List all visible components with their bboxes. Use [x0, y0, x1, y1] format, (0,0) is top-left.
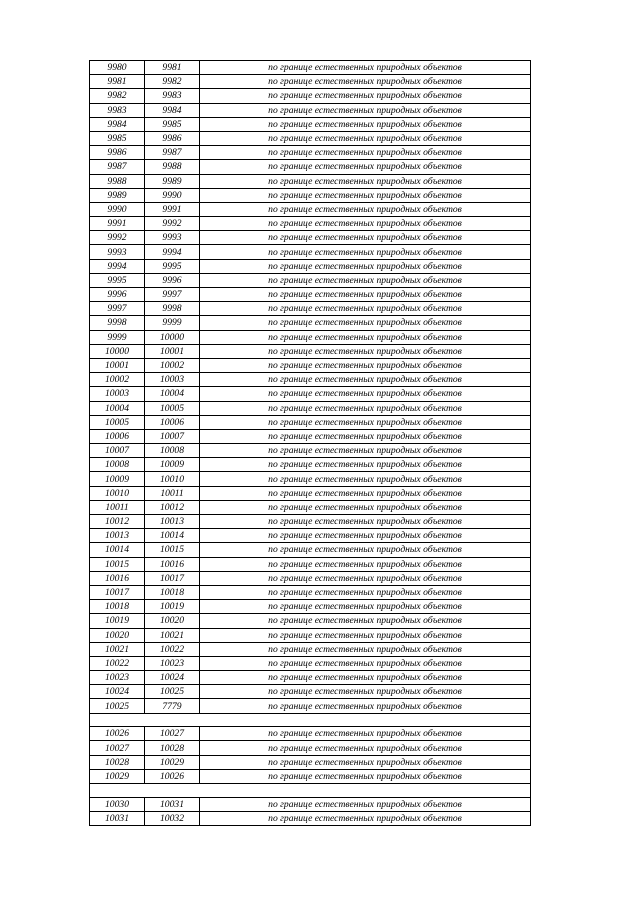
boundary-description-cell: по границе естественных природных объектов	[200, 429, 531, 443]
boundary-description-cell: по границе естественных природных объектов	[200, 486, 531, 500]
table-row	[90, 769, 531, 783]
table-row	[90, 401, 531, 415]
boundary-description-cell: по границе естественных природных объектов	[200, 585, 531, 599]
table-row	[90, 727, 531, 741]
to-point-cell: 10012	[145, 500, 200, 514]
from-point-cell: 10007	[90, 444, 145, 458]
table-row	[90, 571, 531, 585]
boundary-table-body	[90, 61, 531, 826]
boundary-description-cell: по границе естественных природных объектов	[200, 344, 531, 358]
to-point-cell: 10029	[145, 755, 200, 769]
from-point-cell: 10002	[90, 373, 145, 387]
from-point-cell: 10001	[90, 358, 145, 372]
boundary-description-cell: по границе естественных природных объектов	[200, 797, 531, 811]
to-point-cell: 10007	[145, 429, 200, 443]
to-point-cell: 10008	[145, 444, 200, 458]
table-row	[90, 75, 531, 89]
to-point-cell: 10026	[145, 769, 200, 783]
boundary-description-cell: по границе естественных природных объектов	[200, 75, 531, 89]
boundary-description-cell: по границе естественных природных объектов	[200, 458, 531, 472]
table-row	[90, 600, 531, 614]
boundary-description-cell: по границе естественных природных объектов	[200, 472, 531, 486]
table-row	[90, 543, 531, 557]
to-point-cell: 9988	[145, 160, 200, 174]
table-row	[90, 429, 531, 443]
from-point-cell: 10030	[90, 797, 145, 811]
from-point-cell: 9998	[90, 316, 145, 330]
table-row	[90, 288, 531, 302]
to-point-cell: 10006	[145, 415, 200, 429]
table-row	[90, 259, 531, 273]
to-point-cell: 9992	[145, 217, 200, 231]
boundary-description-cell: по границе естественных природных объектов	[200, 656, 531, 670]
to-point-cell: 10001	[145, 344, 200, 358]
to-point-cell: 9997	[145, 288, 200, 302]
boundary-description-cell: по границе естественных природных объектов	[200, 259, 531, 273]
table-row	[90, 741, 531, 755]
from-point-cell: 9996	[90, 288, 145, 302]
to-point-cell: 10013	[145, 515, 200, 529]
boundary-description-cell: по границе естественных природных объектов	[200, 174, 531, 188]
to-point-cell: 9989	[145, 174, 200, 188]
to-point-cell: 10002	[145, 358, 200, 372]
table-row	[90, 131, 531, 145]
to-point-cell: 10028	[145, 741, 200, 755]
to-point-cell: 10010	[145, 472, 200, 486]
to-point-cell: 10005	[145, 401, 200, 415]
to-point-cell: 10009	[145, 458, 200, 472]
table-row	[90, 316, 531, 330]
boundary-description-cell: по границе естественных природных объектов	[200, 245, 531, 259]
to-point-cell: 10019	[145, 600, 200, 614]
from-point-cell: 9997	[90, 302, 145, 316]
boundary-description-cell: по границе естественных природных объектов	[200, 557, 531, 571]
boundary-description-cell: по границе естественных природных объектов	[200, 117, 531, 131]
boundary-description-cell: по границе естественных природных объектов	[200, 614, 531, 628]
to-point-cell: 9981	[145, 61, 200, 75]
from-point-cell: 9984	[90, 117, 145, 131]
boundary-description-cell: по границе естественных природных объектов	[200, 89, 531, 103]
boundary-description-cell: по границе естественных природных объектов	[200, 103, 531, 117]
table-row	[90, 642, 531, 656]
table-row	[90, 628, 531, 642]
table-row	[90, 755, 531, 769]
from-point-cell: 9994	[90, 259, 145, 273]
boundary-description-cell: по границе естественных природных объектов	[200, 642, 531, 656]
to-point-cell: 10024	[145, 671, 200, 685]
boundary-description-cell: по границе естественных природных объектов	[200, 727, 531, 741]
from-point-cell: 10021	[90, 642, 145, 656]
to-point-cell: 9983	[145, 89, 200, 103]
table-row	[90, 671, 531, 685]
from-point-cell: 10014	[90, 543, 145, 557]
table-row	[90, 146, 531, 160]
from-point-cell: 10031	[90, 811, 145, 825]
to-point-cell: 10011	[145, 486, 200, 500]
to-point-cell: 10004	[145, 387, 200, 401]
group-separator-cell	[90, 713, 531, 727]
to-point-cell: 10027	[145, 727, 200, 741]
from-point-cell: 10019	[90, 614, 145, 628]
to-point-cell: 10021	[145, 628, 200, 642]
table-row	[90, 515, 531, 529]
to-point-cell: 9996	[145, 273, 200, 287]
boundary-description-cell: по границе естественных природных объектов	[200, 755, 531, 769]
boundary-description-cell: по границе естественных природных объектов	[200, 529, 531, 543]
from-point-cell: 9995	[90, 273, 145, 287]
boundary-description-cell: по границе естественных природных объектов	[200, 415, 531, 429]
to-point-cell: 9998	[145, 302, 200, 316]
boundary-description-cell: по границе естественных природных объектов	[200, 600, 531, 614]
table-row	[90, 458, 531, 472]
group-separator-row	[90, 783, 531, 797]
to-point-cell: 10017	[145, 571, 200, 585]
group-separator-cell	[90, 783, 531, 797]
table-row	[90, 557, 531, 571]
from-point-cell: 9983	[90, 103, 145, 117]
table-row	[90, 358, 531, 372]
from-point-cell: 9982	[90, 89, 145, 103]
boundary-description-cell: по границе естественных природных объектов	[200, 316, 531, 330]
boundary-description-cell: по границе естественных природных объектов	[200, 699, 531, 713]
from-point-cell: 10016	[90, 571, 145, 585]
to-point-cell: 9994	[145, 245, 200, 259]
to-point-cell: 9993	[145, 231, 200, 245]
boundary-description-cell: по границе естественных природных объектов	[200, 160, 531, 174]
from-point-cell: 9981	[90, 75, 145, 89]
to-point-cell: 9987	[145, 146, 200, 160]
from-point-cell: 10029	[90, 769, 145, 783]
table-row	[90, 415, 531, 429]
table-row	[90, 302, 531, 316]
boundary-description-cell: по границе естественных природных объектов	[200, 515, 531, 529]
boundary-description-cell: по границе естественных природных объектов	[200, 131, 531, 145]
from-point-cell: 9989	[90, 188, 145, 202]
from-point-cell: 9980	[90, 61, 145, 75]
from-point-cell: 9986	[90, 146, 145, 160]
table-row	[90, 685, 531, 699]
boundary-description-cell: по границе естественных природных объектов	[200, 387, 531, 401]
from-point-cell: 10015	[90, 557, 145, 571]
boundary-table	[89, 60, 531, 826]
boundary-description-cell: по границе естественных природных объектов	[200, 358, 531, 372]
table-row	[90, 174, 531, 188]
from-point-cell: 10025	[90, 699, 145, 713]
table-row	[90, 117, 531, 131]
to-point-cell: 9982	[145, 75, 200, 89]
from-point-cell: 10008	[90, 458, 145, 472]
from-point-cell: 10011	[90, 500, 145, 514]
table-row	[90, 61, 531, 75]
table-row	[90, 330, 531, 344]
from-point-cell: 9987	[90, 160, 145, 174]
table-row	[90, 797, 531, 811]
from-point-cell: 10010	[90, 486, 145, 500]
table-row	[90, 500, 531, 514]
table-row	[90, 89, 531, 103]
boundary-description-cell: по границе естественных природных объектов	[200, 373, 531, 387]
to-point-cell: 9990	[145, 188, 200, 202]
boundary-description-cell: по границе естественных природных объектов	[200, 741, 531, 755]
to-point-cell: 10014	[145, 529, 200, 543]
from-point-cell: 10028	[90, 755, 145, 769]
group-separator-row	[90, 713, 531, 727]
table-row	[90, 217, 531, 231]
to-point-cell: 10003	[145, 373, 200, 387]
table-row	[90, 614, 531, 628]
boundary-description-cell: по границе естественных природных объектов	[200, 401, 531, 415]
table-row	[90, 387, 531, 401]
boundary-description-cell: по границе естественных природных объектов	[200, 811, 531, 825]
boundary-description-cell: по границе естественных природных объектов	[200, 202, 531, 216]
to-point-cell: 10025	[145, 685, 200, 699]
from-point-cell: 9988	[90, 174, 145, 188]
to-point-cell: 10023	[145, 656, 200, 670]
boundary-description-cell: по границе естественных природных объектов	[200, 500, 531, 514]
from-point-cell: 9991	[90, 217, 145, 231]
boundary-description-cell: по границе естественных природных объектов	[200, 288, 531, 302]
table-row	[90, 811, 531, 825]
from-point-cell: 10026	[90, 727, 145, 741]
from-point-cell: 9990	[90, 202, 145, 216]
from-point-cell: 10013	[90, 529, 145, 543]
table-row	[90, 373, 531, 387]
boundary-description-cell: по границе естественных природных объектов	[200, 61, 531, 75]
from-point-cell: 10024	[90, 685, 145, 699]
from-point-cell: 10027	[90, 741, 145, 755]
to-point-cell: 10031	[145, 797, 200, 811]
from-point-cell: 10018	[90, 600, 145, 614]
table-row	[90, 231, 531, 245]
to-point-cell: 10020	[145, 614, 200, 628]
to-point-cell: 9991	[145, 202, 200, 216]
from-point-cell: 10006	[90, 429, 145, 443]
boundary-description-cell: по границе естественных природных объектов	[200, 571, 531, 585]
from-point-cell: 9993	[90, 245, 145, 259]
table-row	[90, 472, 531, 486]
from-point-cell: 10012	[90, 515, 145, 529]
table-row	[90, 202, 531, 216]
from-point-cell: 10005	[90, 415, 145, 429]
table-row	[90, 656, 531, 670]
to-point-cell: 9995	[145, 259, 200, 273]
to-point-cell: 7779	[145, 699, 200, 713]
from-point-cell: 9999	[90, 330, 145, 344]
boundary-description-cell: по границе естественных природных объектов	[200, 444, 531, 458]
from-point-cell: 9985	[90, 131, 145, 145]
to-point-cell: 9984	[145, 103, 200, 117]
table-row	[90, 486, 531, 500]
from-point-cell: 10000	[90, 344, 145, 358]
to-point-cell: 10018	[145, 585, 200, 599]
from-point-cell: 10022	[90, 656, 145, 670]
to-point-cell: 9999	[145, 316, 200, 330]
from-point-cell: 9992	[90, 231, 145, 245]
from-point-cell: 10020	[90, 628, 145, 642]
boundary-description-cell: по границе естественных природных объектов	[200, 671, 531, 685]
boundary-description-cell: по границе естественных природных объектов	[200, 628, 531, 642]
from-point-cell: 10023	[90, 671, 145, 685]
table-row	[90, 245, 531, 259]
boundary-description-cell: по границе естественных природных объектов	[200, 217, 531, 231]
table-row	[90, 344, 531, 358]
to-point-cell: 10000	[145, 330, 200, 344]
boundary-description-cell: по границе естественных природных объектов	[200, 543, 531, 557]
boundary-description-cell: по границе естественных природных объектов	[200, 146, 531, 160]
from-point-cell: 10017	[90, 585, 145, 599]
table-row	[90, 444, 531, 458]
boundary-description-cell: по границе естественных природных объектов	[200, 769, 531, 783]
to-point-cell: 9985	[145, 117, 200, 131]
table-row	[90, 103, 531, 117]
to-point-cell: 9986	[145, 131, 200, 145]
table-row	[90, 529, 531, 543]
to-point-cell: 10022	[145, 642, 200, 656]
table-row	[90, 188, 531, 202]
from-point-cell: 10004	[90, 401, 145, 415]
boundary-description-cell: по границе естественных природных объектов	[200, 685, 531, 699]
table-row	[90, 273, 531, 287]
to-point-cell: 10015	[145, 543, 200, 557]
to-point-cell: 10032	[145, 811, 200, 825]
table-row	[90, 585, 531, 599]
boundary-description-cell: по границе естественных природных объектов	[200, 273, 531, 287]
from-point-cell: 10009	[90, 472, 145, 486]
boundary-description-cell: по границе естественных природных объектов	[200, 302, 531, 316]
table-row	[90, 699, 531, 713]
table-row	[90, 160, 531, 174]
to-point-cell: 10016	[145, 557, 200, 571]
from-point-cell: 10003	[90, 387, 145, 401]
boundary-description-cell: по границе естественных природных объектов	[200, 231, 531, 245]
boundary-description-cell: по границе естественных природных объектов	[200, 188, 531, 202]
boundary-description-cell: по границе естественных природных объектов	[200, 330, 531, 344]
